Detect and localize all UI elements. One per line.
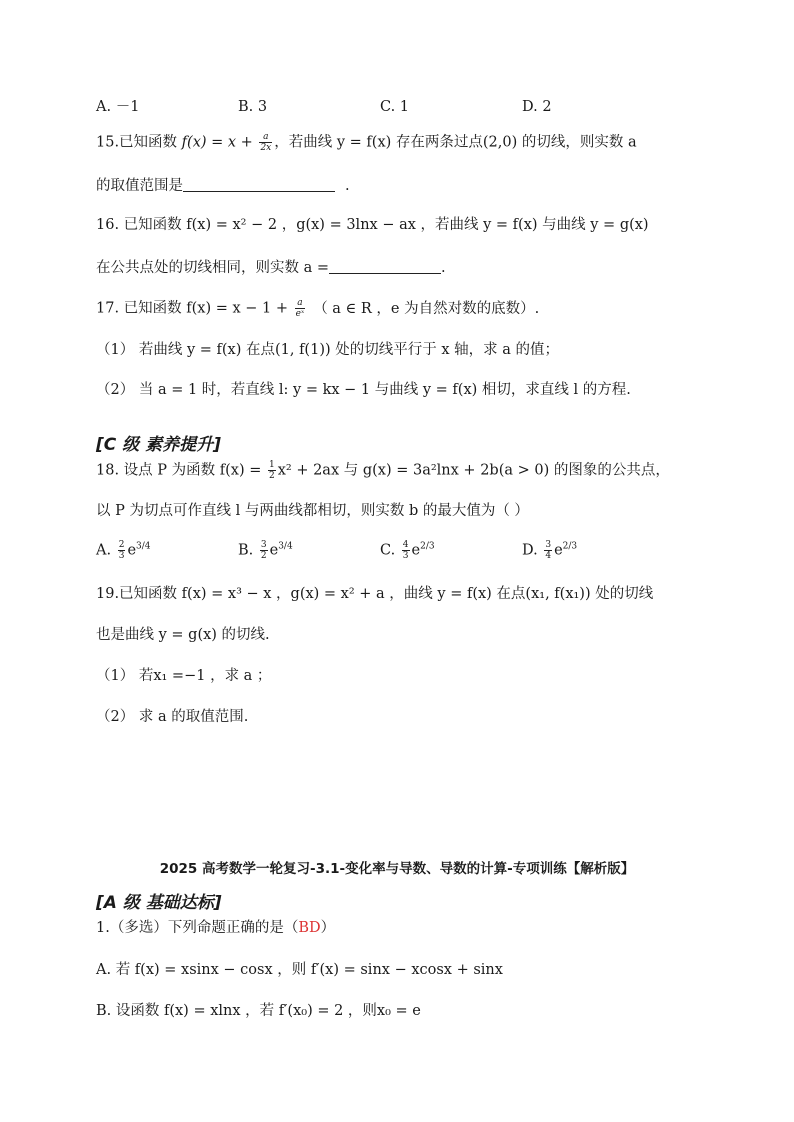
- q18-line1: 18. 设点 P 为函数 f(x) = $\frac{1}{2}$ x² + 2ax 与 g(x) = 3a²lnx + 2b(a > 0) 的图象的公共点，: [96, 460, 670, 481]
- q18-option-b: B. $\frac{3}{2}$ $e^{3/4}$: [238, 540, 293, 561]
- q14-option-c: C. 1: [380, 99, 410, 115]
- a1-answer: BD: [298, 920, 321, 936]
- q17-part2: （2） 当 a = 1 时，若直线 l: y = kx − 1 与曲线 y = f(x) 相切，求直线 l 的方程.: [96, 382, 631, 398]
- a1-stem: 1.（多选）下列命题正确的是（BD）: [96, 920, 336, 936]
- q19-part2: （2） 求 a 的取值范围.: [96, 709, 249, 725]
- q16-line2: 在公共点处的切线相同，则实数 a = .: [96, 260, 446, 276]
- answer-document-title: 2025 高考数学一轮复习-3.1-变化率与导数、导数的计算-专项训练【解析版】: [159, 861, 635, 877]
- section-a-heading: [A 级 基础达标]: [96, 893, 222, 913]
- q17-fraction: $\frac{a}{\text{eˣ}}$: [295, 298, 305, 319]
- q17-stem: 17. 已知函数 f(x) = x − 1 + $\frac{a}{\text{eˣ}}$ （ a ∈ R ，e 为自然对数的底数）.: [96, 298, 540, 319]
- q19-line1: 19.已知函数 f(x) = x³ − x ，g(x) = x² + a ，曲线 y = f(x) 在点(x₁, f(x₁)) 处的切线: [96, 586, 654, 602]
- q15-answer-blank[interactable]: [183, 177, 335, 192]
- q16-line1: 16. 已知函数 f(x) = x² − 2 ，g(x) = 3lnx − ax ，若曲线 y = f(x) 与曲线 y = g(x): [96, 217, 649, 233]
- a1-option-b: B. 设函数 f(x) = xlnx ，若 f′(x₀) = 2 ，则x₀ = e: [96, 1003, 421, 1019]
- q14-option-b: B. 3: [238, 99, 268, 115]
- q17-part1: （1） 若曲线 y = f(x) 在点(1, f(1)) 处的切线平行于 x 轴，求 a 的值；: [96, 342, 559, 358]
- q18-fraction: $\frac{1}{2}$: [268, 460, 275, 481]
- q15-line2: 的取值范围是 .: [96, 178, 350, 194]
- q18-option-a: A. $\frac{2}{3}$ $e^{3/4}$: [96, 540, 151, 561]
- a1-option-a: A. 若 f(x) = xsinx − cosx ，则 f′(x) = sinx − xcosx + sinx: [96, 962, 503, 978]
- q18-option-d: D. $\frac{3}{4}$ $e^{2/3}$: [522, 540, 578, 561]
- q16-answer-blank[interactable]: [329, 259, 441, 274]
- q19-line2: 也是曲线 y = g(x) 的切线.: [96, 627, 270, 643]
- q18-option-c: C. $\frac{4}{3}$ $e^{2/3}$: [380, 540, 435, 561]
- q14-option-d: D. 2: [522, 99, 552, 115]
- q18-line2: 以 P 为切点可作直线 l 与两曲线都相切，则实数 b 的最大值为（ ）: [96, 503, 529, 519]
- section-c-heading: [C 级 素养提升]: [96, 435, 221, 455]
- q19-part1: （1） 若x₁ =−1 ，求 a ；: [96, 668, 272, 684]
- q14-option-a: A. －1: [96, 99, 140, 115]
- q15-fraction: $\frac{a}{2x}$: [260, 132, 272, 153]
- q15-line1: 15.已知函数 f(x) = x + $\frac{a}{2x}$ ，若曲线 y = f(x) 存在两条过点(2,0) 的切线，则实数 a: [96, 132, 637, 153]
